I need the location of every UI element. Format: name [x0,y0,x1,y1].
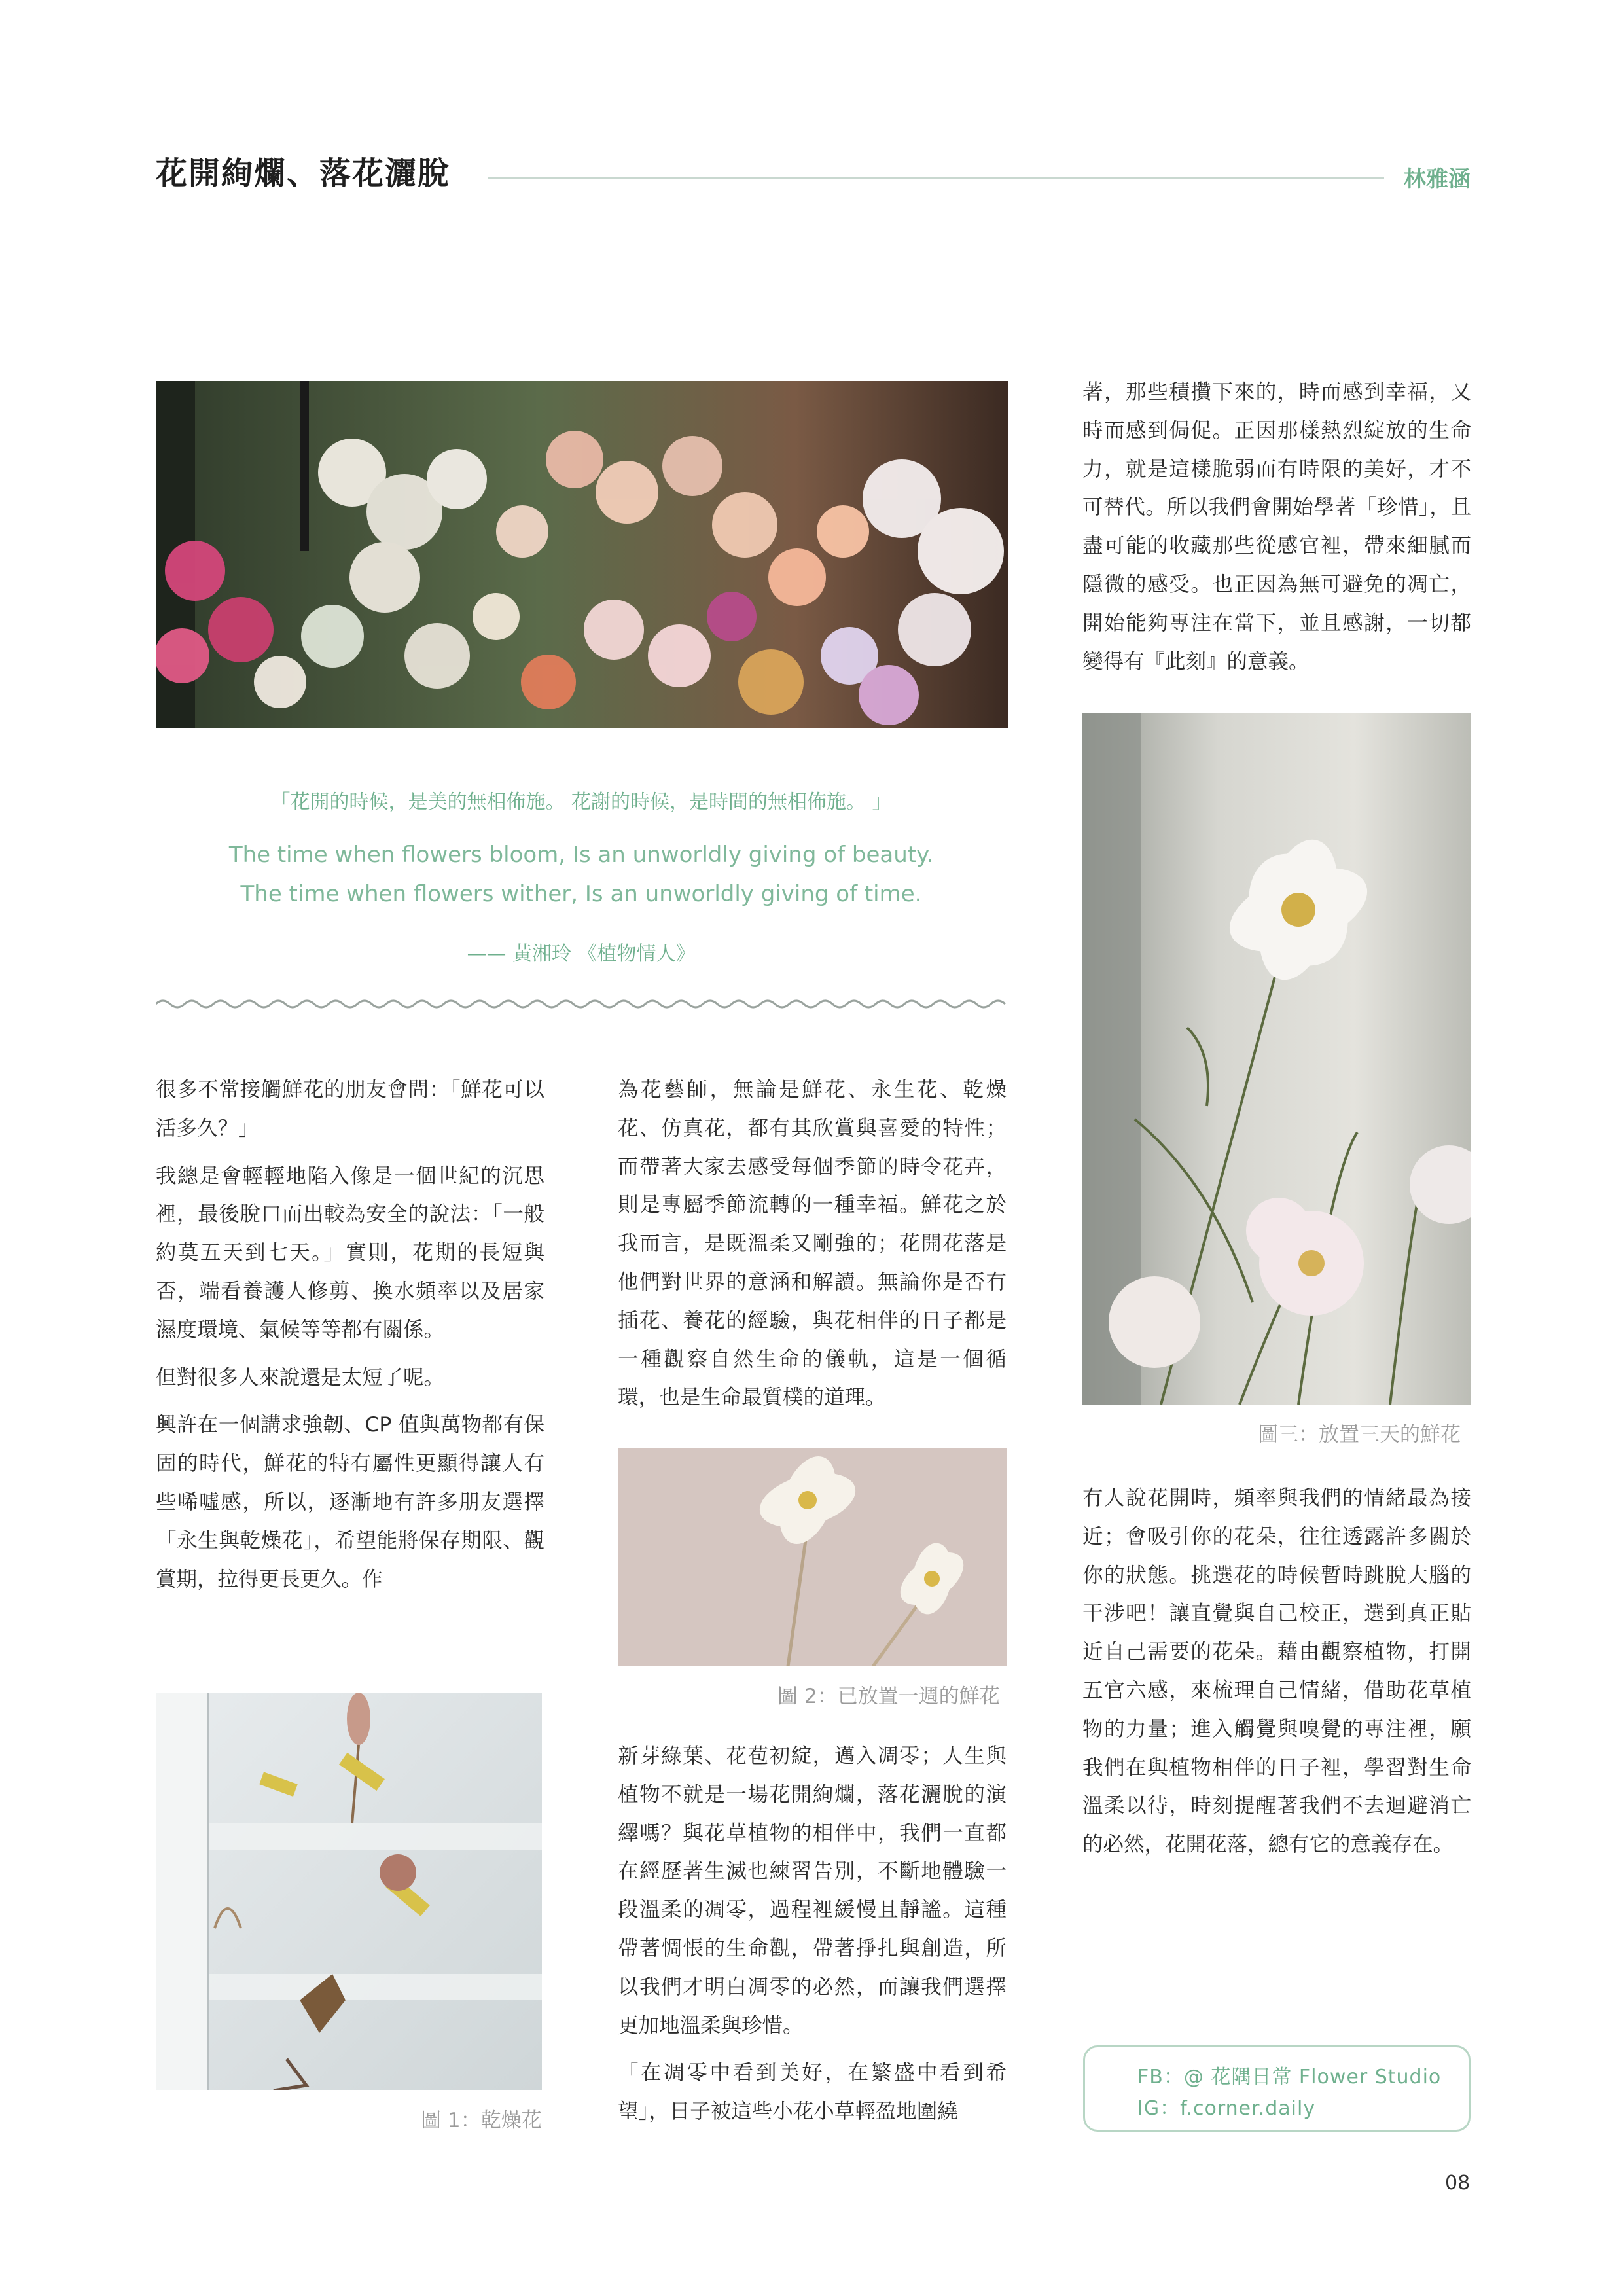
column-2-text-lower [618,1737,1007,2140]
flower-shop-photo [156,381,1008,728]
col3-paragraph-2: 有人說花開時，頻率與我們的情緒最為接近；會吸引你的花朵，往往透露許多關於你的狀態。挑選花的時候暫時跳脫大腦的干涉吧！讓直覺與自己校正，選到真正貼近自己需要的花朵。藉由觀察植物，打開五官六感，來梳理自己情緒，借助花草植物的力量；進入觸覺與嗅覺的專注裡，願我們在與植物相伴的日子裡，學習對生命溫柔以待，時刻提醒著我們不去迴避消亡的必然，花開花落，總有它的意義存在。 [1082,1486,1471,1857]
figure-3-caption: 圖三：放置三天的鮮花 [1258,1423,1461,1446]
column-2-text [618,1071,1007,1426]
dried-flowers-photo [156,1693,542,2090]
quote-source: —— 黃湘玲 《植物情人》 [467,942,696,965]
quote-chinese: 「花開的時候，是美的無相佈施。 花謝的時候，是時間的無相佈施。 」 [270,791,892,814]
col1-paragraph-3: 但對很多人來說還是太短了呢。 [156,1365,445,1390]
article-title: 花開絢爛、落花灑脫 [156,155,451,192]
instagram-handle: IG：f.corner.daily [1137,2097,1316,2120]
col2-paragraph-3: 「在凋零中看到美好，在繁盛中看到希望」，日子被這些小花小草輕盈地圍繞 [618,2061,1007,2124]
col3-paragraph-1: 著，那些積攢下來的，時而感到幸福，又時而感到侷促。正因那樣熱烈綻放的生命力，就是這樣脆弱而有時限的美好，才不可替代。所以我們會開始學著「珍惜」，且盡可能的收藏那些從感官裡，帶來細膩而隱微的感受。也正因為無可避免的凋亡，開始能夠專注在當下，並且感謝，一切都變得有『此刻』的意義。 [1082,380,1471,673]
page-number: 08 [1445,2172,1471,2195]
col1-paragraph-4: 興許在一個講求強韌、CP 值與萬物都有保固的時代，鮮花的特有屬性更顯得讓人有些唏噓感，所以，逐漸地有許多朋友選擇「永生與乾燥花」，希望能將保存期限、觀賞期，拉得更長更久。作 [156,1413,544,1591]
figure-1-caption: 圖 1：乾燥花 [421,2109,542,2132]
quote-english-line2: The time when flowers wither, Is an unworldly giving of time. [240,881,922,907]
author-name: 林雅涵 [1404,166,1471,192]
header-divider [488,177,1384,179]
column-3-text [1082,373,1471,690]
column-3-text-lower [1082,1479,1471,1873]
col2-paragraph-1: 為花藝師，無論是鮮花、永生花、乾燥花、仿真花，都有其欣賞與喜愛的特性；而帶著大家去感受每個季節的時令花卉，則是專屬季節流轉的一種幸福。鮮花之於我而言，是既溫柔又剛強的；花開花落是他們對世界的意涵和解讀。無論你是否有插花、養花的經驗，與花相伴的日子都是一種觀察自然生命的儀軌，這是一個循環，也是生命最質樸的道理。 [618,1078,1007,1410]
col2-paragraph-2: 新芽綠葉、花苞初綻，邁入凋零；人生與植物不就是一場花開絢爛，落花灑脫的演繹嗎？與花草植物的相伴中，我們一直都在經歷著生滅也練習告別，不斷地體驗一段溫柔的凋零，過程裡緩慢且靜謐。這種帶著惆悵的生命觀，帶著掙扎與創造，所以我們才明白凋零的必然，而讓我們選擇更加地溫柔與珍惜。 [618,1744,1007,2037]
col1-paragraph-2: 我總是會輕輕地陷入像是一個世紀的沉思裡，最後脫口而出較為安全的說法：「一般約莫五天到七天。」實則，花期的長短與否，端看養護人修剪、換水頻率以及居家濕度環境、氣候等等都有關係。 [156,1164,544,1342]
col1-paragraph-1: 很多不常接觸鮮花的朋友會問：「鮮花可以活多久？」 [156,1078,544,1140]
quote-english-line1: The time when flowers bloom, Is an unworldly giving of beauty. [228,842,934,868]
wavy-divider [156,997,1008,1011]
figure-2-caption: 圖 2：已放置一週的鮮花 [777,1685,1000,1708]
week-old-flowers-photo [618,1448,1007,1666]
column-1-text [156,1071,544,1607]
social-media-box [1083,2045,1471,2132]
three-day-flowers-photo [1082,713,1471,1405]
facebook-handle: FB：@ 花隅日常 Flower Studio [1137,2066,1442,2089]
